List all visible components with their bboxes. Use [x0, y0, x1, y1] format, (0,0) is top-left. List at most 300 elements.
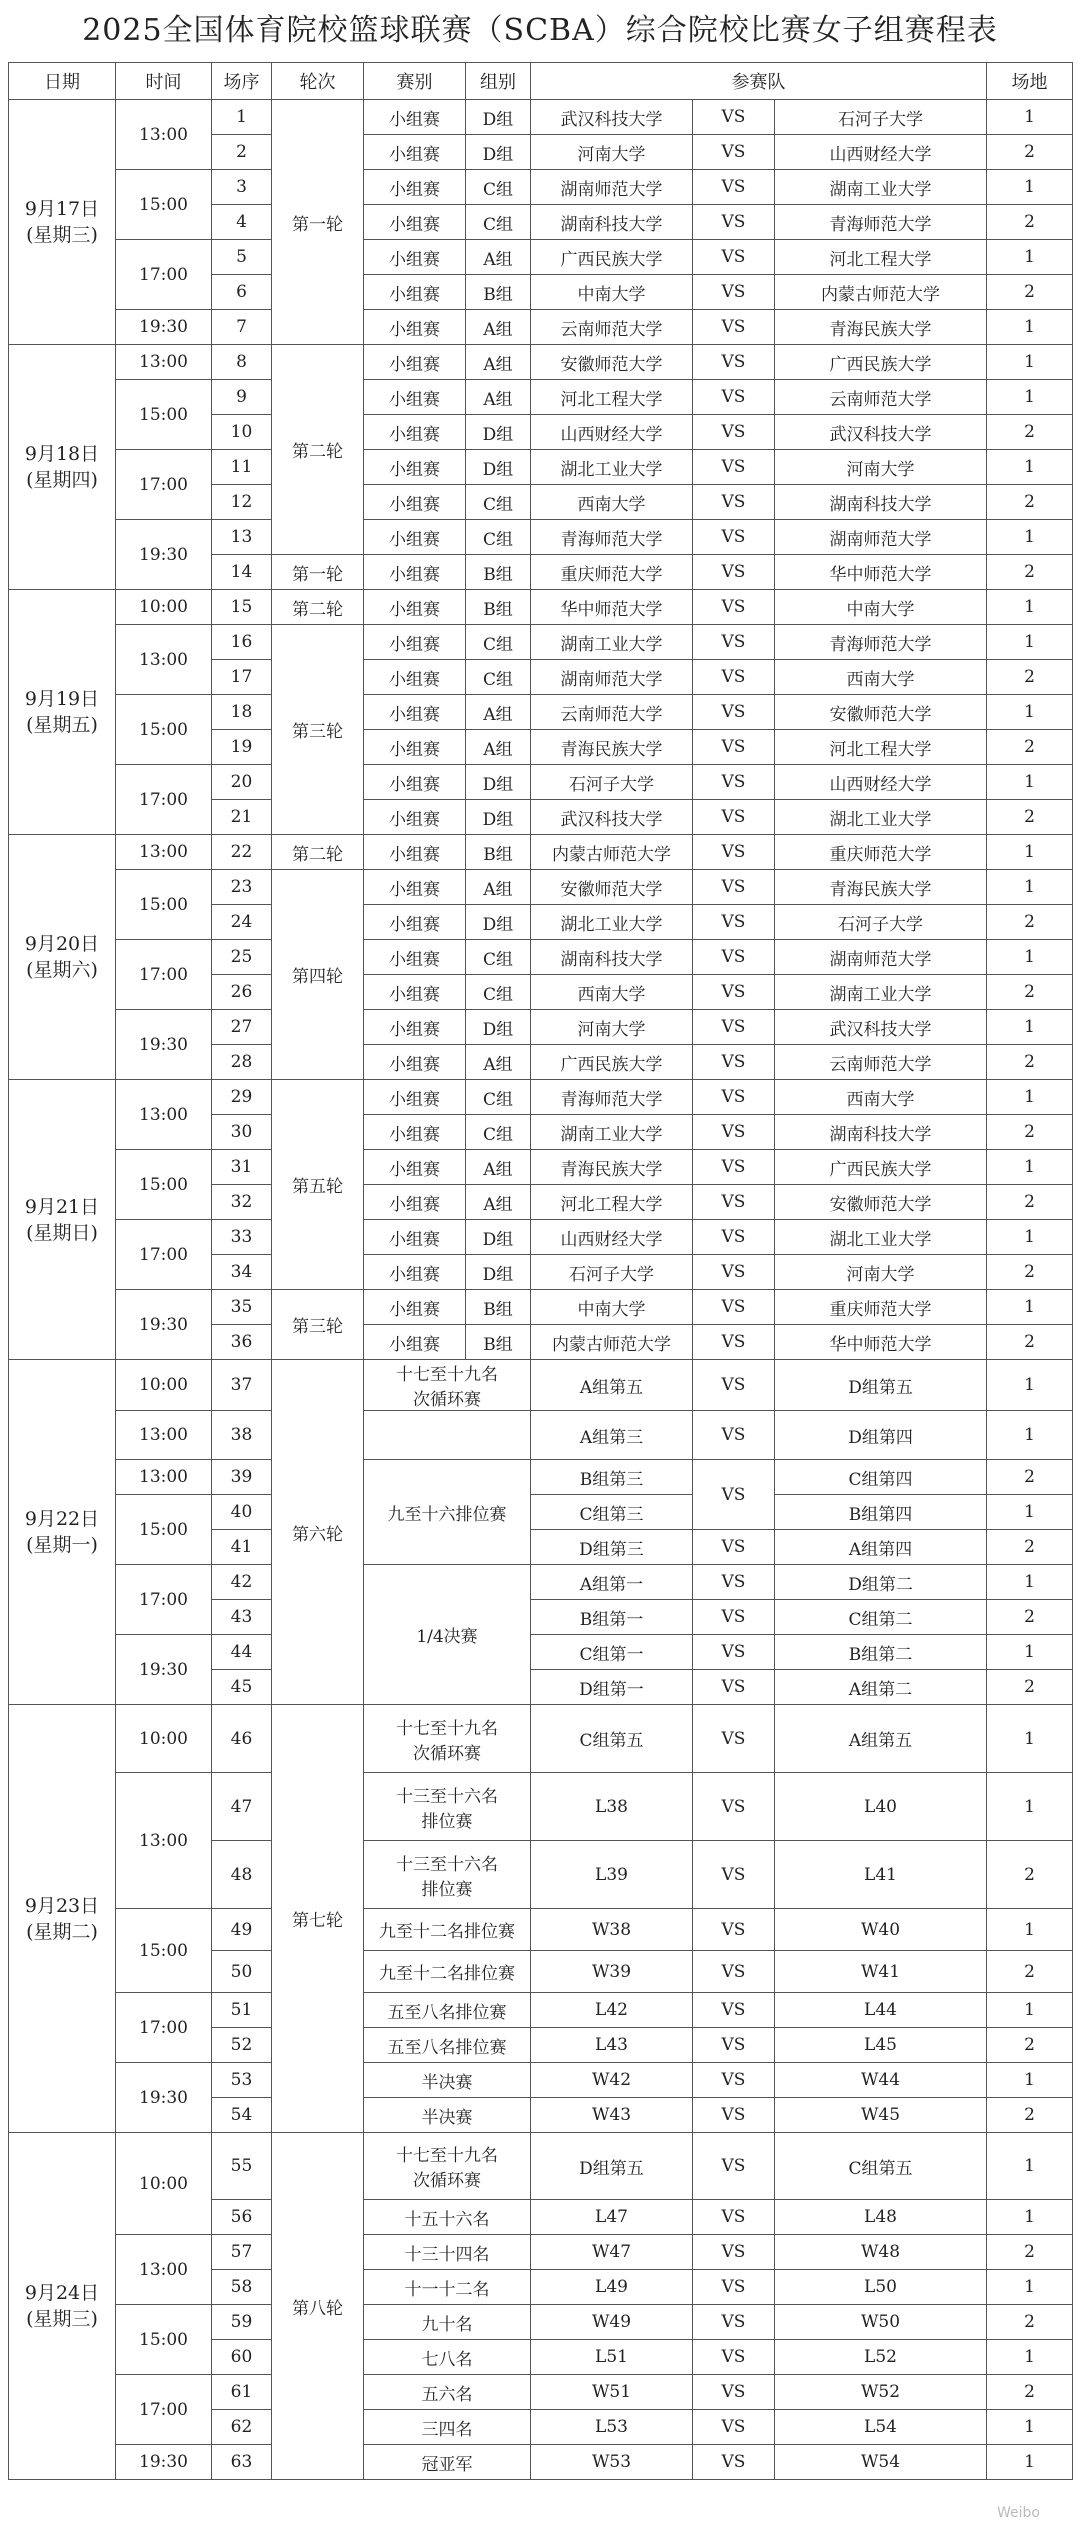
game-no: 36 — [212, 1325, 272, 1360]
match-type — [364, 1773, 531, 1841]
time-cell: 15:00 — [116, 1150, 212, 1220]
game-no: 18 — [212, 695, 272, 730]
header-group: 组别 — [466, 63, 531, 100]
game-no: 2 — [212, 135, 272, 170]
vs-label: VS — [693, 345, 775, 380]
vs-label: VS — [693, 870, 775, 905]
team-b: 华中师范大学 — [775, 1325, 987, 1360]
team-a: D组第三 — [531, 1530, 693, 1565]
venue-cell: 1 — [987, 1150, 1073, 1185]
group-cell: D组 — [466, 135, 531, 170]
game-no: 42 — [212, 1565, 272, 1600]
team-b: 青海师范大学 — [775, 205, 987, 240]
match-type: 小组赛 — [364, 135, 466, 170]
time-cell: 15:00 — [116, 170, 212, 240]
team-b: C组第二 — [775, 1600, 987, 1635]
venue-cell: 1 — [987, 2270, 1073, 2305]
table-row — [9, 2063, 1073, 2098]
match-type: 小组赛 — [364, 555, 466, 590]
team-a: A组第一 — [531, 1565, 693, 1600]
team-b: 广西民族大学 — [775, 345, 987, 380]
game-no: 27 — [212, 1010, 272, 1045]
venue-cell: 1 — [987, 1010, 1073, 1045]
match-type-line1: 十三至十六名 — [396, 1854, 498, 1875]
group-cell: C组 — [466, 625, 531, 660]
game-no: 39 — [212, 1460, 272, 1495]
venue-cell: 1 — [987, 310, 1073, 345]
team-b: 广西民族大学 — [775, 1150, 987, 1185]
team-b: 青海民族大学 — [775, 310, 987, 345]
venue-cell: 1 — [987, 625, 1073, 660]
table-row — [9, 2305, 1073, 2340]
vs-label: VS — [693, 485, 775, 520]
match-type — [364, 1841, 531, 1909]
venue-cell: 1 — [987, 1360, 1073, 1411]
time-cell: 13:00 — [116, 835, 212, 870]
team-a: L51 — [531, 2340, 693, 2375]
date-text: 9月17日 — [24, 198, 100, 220]
team-b: 武汉科技大学 — [775, 1010, 987, 1045]
date-text: 9月21日 — [24, 1195, 100, 1218]
team-b: 青海民族大学 — [775, 870, 987, 905]
team-a: 安徽师范大学 — [531, 870, 693, 905]
game-no: 61 — [212, 2375, 272, 2410]
game-no: 37 — [212, 1360, 272, 1411]
vs-label: VS — [693, 2410, 775, 2445]
team-a: 青海师范大学 — [531, 520, 693, 555]
group-cell: B组 — [466, 555, 531, 590]
time-cell: 19:30 — [116, 520, 212, 590]
table-row — [9, 625, 1073, 660]
group-cell: C组 — [466, 485, 531, 520]
vs-label: VS — [693, 415, 775, 450]
vs-label: VS — [693, 660, 775, 695]
game-no: 55 — [212, 2133, 272, 2200]
table-row — [9, 940, 1073, 975]
team-a: 安徽师范大学 — [531, 345, 693, 380]
game-no: 5 — [212, 240, 272, 275]
header-no: 场序 — [212, 63, 272, 100]
match-type-line1: 冠亚军 — [421, 2454, 473, 2475]
venue-cell: 2 — [987, 1460, 1073, 1495]
match-type-line1: 七八名 — [421, 2349, 473, 2370]
game-no: 38 — [212, 1411, 272, 1460]
match-type: 小组赛 — [364, 1255, 466, 1290]
time-cell: 15:00 — [116, 1495, 212, 1565]
game-no: 33 — [212, 1220, 272, 1255]
vs-label: VS — [693, 450, 775, 485]
team-b: L45 — [775, 2028, 987, 2063]
group-cell: A组 — [466, 1185, 531, 1220]
match-type: 小组赛 — [364, 590, 466, 625]
match-type: 小组赛 — [364, 1010, 466, 1045]
venue-cell: 2 — [987, 205, 1073, 240]
table-row — [9, 1635, 1073, 1670]
team-a: 湖北工业大学 — [531, 450, 693, 485]
vs-label: VS — [693, 100, 775, 135]
game-no: 19 — [212, 730, 272, 765]
game-no: 60 — [212, 2340, 272, 2375]
table-row — [9, 1010, 1073, 1045]
game-no: 51 — [212, 1993, 272, 2028]
time-cell: 17:00 — [116, 2375, 212, 2445]
group-cell: D组 — [466, 1010, 531, 1045]
team-b: W54 — [775, 2445, 987, 2480]
vs-label: VS — [693, 2200, 775, 2235]
vs-label: VS — [693, 2235, 775, 2270]
round-cell: 第三轮 — [272, 625, 364, 835]
match-type: 1/4决赛 — [364, 1565, 531, 1705]
vs-label: VS — [693, 2028, 775, 2063]
game-no: 17 — [212, 660, 272, 695]
header-date: 日期 — [9, 63, 116, 100]
team-b: A组第四 — [775, 1530, 987, 1565]
vs-label: VS — [693, 2340, 775, 2375]
table-row — [9, 1411, 1073, 1460]
vs-label: VS — [693, 1951, 775, 1993]
game-no: 3 — [212, 170, 272, 205]
time-cell: 17:00 — [116, 1220, 212, 1290]
team-b: B组第二 — [775, 1635, 987, 1670]
vs-label: VS — [693, 1325, 775, 1360]
game-no: 31 — [212, 1150, 272, 1185]
table-row — [9, 1565, 1073, 1600]
venue-cell: 1 — [987, 2445, 1073, 2480]
group-cell: D组 — [466, 1255, 531, 1290]
vs-label: VS — [693, 1360, 775, 1411]
game-no: 43 — [212, 1600, 272, 1635]
venue-cell: 2 — [987, 1530, 1073, 1565]
group-cell: C组 — [466, 170, 531, 205]
team-b: 石河子大学 — [775, 100, 987, 135]
match-type-line1: 五六名 — [421, 2384, 473, 2405]
group-cell: D组 — [466, 765, 531, 800]
header-type: 赛别 — [364, 63, 466, 100]
venue-cell: 1 — [987, 1993, 1073, 2028]
team-b: W45 — [775, 2098, 987, 2133]
header-venue: 场地 — [987, 63, 1073, 100]
team-a: 内蒙古师范大学 — [531, 1325, 693, 1360]
vs-label: VS — [693, 625, 775, 660]
game-no: 4 — [212, 205, 272, 240]
match-type: 小组赛 — [364, 520, 466, 555]
time-cell: 19:30 — [116, 1290, 212, 1360]
match-type-line1: 五至八名排位赛 — [387, 2037, 507, 2058]
table-row — [9, 240, 1073, 275]
date-cell — [9, 1080, 116, 1360]
venue-cell: 2 — [987, 1600, 1073, 1635]
match-type-line1: 九至十二名排位赛 — [379, 1922, 515, 1942]
table-row — [9, 100, 1073, 135]
table-row — [9, 520, 1073, 555]
game-no: 30 — [212, 1115, 272, 1150]
venue-cell: 1 — [987, 1080, 1073, 1115]
time-cell: 15:00 — [116, 1909, 212, 1993]
time-cell: 13:00 — [116, 1080, 212, 1150]
match-type: 小组赛 — [364, 660, 466, 695]
page-title: 2025全国体育院校篮球联赛（SCBA）综合院校比赛女子组赛程表 — [82, 13, 998, 48]
venue-cell: 2 — [987, 2028, 1073, 2063]
game-no: 58 — [212, 2270, 272, 2305]
match-type: 小组赛 — [364, 1115, 466, 1150]
vs-label: VS — [693, 1185, 775, 1220]
round-cell: 第八轮 — [272, 2133, 364, 2480]
match-type: 小组赛 — [364, 940, 466, 975]
team-b: 湖北工业大学 — [775, 800, 987, 835]
vs-label: VS — [693, 1080, 775, 1115]
time-cell: 17:00 — [116, 1565, 212, 1635]
team-a: W53 — [531, 2445, 693, 2480]
team-a: 广西民族大学 — [531, 1045, 693, 1080]
vs-label: VS — [693, 695, 775, 730]
table-row — [9, 310, 1073, 345]
team-b: L48 — [775, 2200, 987, 2235]
vs-label: VS — [693, 1530, 775, 1565]
vs-label: VS — [693, 975, 775, 1010]
team-b: 山西财经大学 — [775, 135, 987, 170]
group-cell: B组 — [466, 275, 531, 310]
group-cell: A组 — [466, 695, 531, 730]
table-row — [9, 695, 1073, 730]
round-cell: 第一轮 — [272, 100, 364, 345]
vs-label: VS — [693, 730, 775, 765]
team-a: D组第五 — [531, 2133, 693, 2200]
venue-cell: 2 — [987, 555, 1073, 590]
game-no: 22 — [212, 835, 272, 870]
group-cell: D组 — [466, 415, 531, 450]
venue-cell: 2 — [987, 975, 1073, 1010]
weekday-text: (星期六) — [26, 959, 98, 981]
venue-cell: 2 — [987, 660, 1073, 695]
team-a: 山西财经大学 — [531, 415, 693, 450]
date-text: 9月19日 — [24, 688, 100, 710]
team-a: 武汉科技大学 — [531, 800, 693, 835]
venue-cell: 2 — [987, 275, 1073, 310]
time-cell: 13:00 — [116, 1460, 212, 1495]
team-a: L38 — [531, 1773, 693, 1841]
game-no: 56 — [212, 2200, 272, 2235]
date-cell — [9, 100, 116, 345]
team-a: C组第五 — [531, 1705, 693, 1773]
round-cell: 第二轮 — [272, 590, 364, 625]
game-no: 16 — [212, 625, 272, 660]
group-cell: C组 — [466, 205, 531, 240]
weekday-text: (星期三) — [26, 2308, 98, 2330]
group-cell: B组 — [466, 835, 531, 870]
venue-cell: 1 — [987, 1290, 1073, 1325]
vs-label: VS — [693, 800, 775, 835]
group-cell: A组 — [466, 870, 531, 905]
match-type: 小组赛 — [364, 1325, 466, 1360]
game-no: 57 — [212, 2235, 272, 2270]
game-no: 15 — [212, 590, 272, 625]
team-a: D组第一 — [531, 1670, 693, 1705]
time-cell: 13:00 — [116, 1411, 212, 1460]
match-type: 小组赛 — [364, 240, 466, 275]
match-type: 小组赛 — [364, 1290, 466, 1325]
venue-cell: 1 — [987, 1909, 1073, 1951]
team-b: 湖北工业大学 — [775, 1220, 987, 1255]
match-type: 小组赛 — [364, 905, 466, 940]
match-type: 小组赛 — [364, 310, 466, 345]
vs-label: VS — [693, 1565, 775, 1600]
vs-label: VS — [693, 590, 775, 625]
team-a: L42 — [531, 1993, 693, 2028]
vs-label: VS — [693, 1290, 775, 1325]
date-text: 9月18日 — [24, 443, 100, 465]
team-b: L54 — [775, 2410, 987, 2445]
round-cell: 第四轮 — [272, 870, 364, 1080]
match-type: 小组赛 — [364, 800, 466, 835]
schedule-table — [8, 62, 1073, 2480]
vs-label: VS — [693, 2063, 775, 2098]
vs-label: VS — [693, 1600, 775, 1635]
venue-cell: 1 — [987, 170, 1073, 205]
team-a: 湖南工业大学 — [531, 625, 693, 660]
group-cell: C组 — [466, 1115, 531, 1150]
vs-label: VS — [693, 2098, 775, 2133]
team-b: 湖南师范大学 — [775, 940, 987, 975]
venue-cell: 2 — [987, 905, 1073, 940]
match-type — [364, 1909, 531, 1951]
team-b: L41 — [775, 1841, 987, 1909]
vs-label: VS — [693, 835, 775, 870]
match-type: 小组赛 — [364, 835, 466, 870]
venue-cell: 1 — [987, 240, 1073, 275]
time-cell: 17:00 — [116, 450, 212, 520]
date-cell — [9, 1705, 116, 2133]
table-row — [9, 1080, 1073, 1115]
team-a: 湖南师范大学 — [531, 170, 693, 205]
team-a: A组第三 — [531, 1411, 693, 1460]
game-no: 8 — [212, 345, 272, 380]
team-b: A组第二 — [775, 1670, 987, 1705]
group-cell: D组 — [466, 100, 531, 135]
game-no: 62 — [212, 2410, 272, 2445]
team-a: 河北工程大学 — [531, 380, 693, 415]
team-a: 武汉科技大学 — [531, 100, 693, 135]
match-type-line1: 十三至十六名 — [396, 1786, 498, 1807]
venue-cell: 1 — [987, 590, 1073, 625]
vs-label: VS — [693, 2375, 775, 2410]
team-a: 西南大学 — [531, 485, 693, 520]
match-type-line1: 十五十六名 — [404, 2209, 490, 2230]
table-row — [9, 2375, 1073, 2410]
game-no: 59 — [212, 2305, 272, 2340]
team-a: 内蒙古师范大学 — [531, 835, 693, 870]
team-b: 青海师范大学 — [775, 625, 987, 660]
match-type — [364, 2445, 531, 2480]
time-cell: 19:30 — [116, 2445, 212, 2480]
game-no: 26 — [212, 975, 272, 1010]
venue-cell: 1 — [987, 520, 1073, 555]
game-no: 54 — [212, 2098, 272, 2133]
group-cell: D组 — [466, 905, 531, 940]
venue-cell: 2 — [987, 1045, 1073, 1080]
vs-label: VS — [693, 1670, 775, 1705]
venue-cell: 2 — [987, 800, 1073, 835]
team-a: L43 — [531, 2028, 693, 2063]
weekday-text: (星期日) — [26, 1221, 98, 1244]
team-a: 湖南科技大学 — [531, 940, 693, 975]
date-cell — [9, 2133, 116, 2480]
time-cell: 15:00 — [116, 870, 212, 940]
team-a: W38 — [531, 1909, 693, 1951]
team-b: 安徽师范大学 — [775, 1185, 987, 1220]
vs-label: VS — [693, 275, 775, 310]
vs-label: VS — [693, 2133, 775, 2200]
team-b: 中南大学 — [775, 590, 987, 625]
match-type-line1: 三四名 — [421, 2419, 473, 2440]
table-row — [9, 1150, 1073, 1185]
group-cell: B组 — [466, 590, 531, 625]
group-cell: A组 — [466, 730, 531, 765]
game-no: 32 — [212, 1185, 272, 1220]
venue-cell: 2 — [987, 1185, 1073, 1220]
table-row — [9, 590, 1073, 625]
game-no: 47 — [212, 1773, 272, 1841]
date-cell — [9, 1360, 116, 1705]
match-type: 小组赛 — [364, 1185, 466, 1220]
weekday-text: (星期三) — [26, 224, 98, 246]
match-type-line1: 十七至十九名 — [396, 1718, 498, 1739]
date-cell — [9, 345, 116, 590]
vs-label: VS — [693, 555, 775, 590]
group-cell: B组 — [466, 1325, 531, 1360]
group-cell: D组 — [466, 1220, 531, 1255]
match-type: 小组赛 — [364, 1080, 466, 1115]
vs-label: VS — [693, 1220, 775, 1255]
team-a: 湖南工业大学 — [531, 1115, 693, 1150]
match-type-line1: 五至八名排位赛 — [387, 2002, 507, 2023]
match-type: 小组赛 — [364, 100, 466, 135]
game-no: 34 — [212, 1255, 272, 1290]
time-cell: 17:00 — [116, 940, 212, 1010]
vs-label: VS — [693, 1010, 775, 1045]
team-b: C组第五 — [775, 2133, 987, 2200]
match-type — [364, 2340, 531, 2375]
vs-label: VS — [693, 1841, 775, 1909]
table-row — [9, 380, 1073, 415]
team-b: 云南师范大学 — [775, 1045, 987, 1080]
team-b: 重庆师范大学 — [775, 1290, 987, 1325]
game-no: 14 — [212, 555, 272, 590]
table-row — [9, 170, 1073, 205]
venue-cell: 2 — [987, 1841, 1073, 1909]
venue-cell: 1 — [987, 835, 1073, 870]
date-cell — [9, 590, 116, 835]
venue-cell: 1 — [987, 1565, 1073, 1600]
team-b: L40 — [775, 1773, 987, 1841]
venue-cell: 2 — [987, 2375, 1073, 2410]
team-a: 湖南师范大学 — [531, 660, 693, 695]
group-cell: C组 — [466, 520, 531, 555]
group-cell: A组 — [466, 1045, 531, 1080]
team-a: L47 — [531, 2200, 693, 2235]
venue-cell: 1 — [987, 1635, 1073, 1670]
weekday-text: (星期五) — [26, 714, 98, 736]
date-text: 9月20日 — [24, 933, 100, 955]
venue-cell: 1 — [987, 1411, 1073, 1460]
table-row — [9, 765, 1073, 800]
table-row — [9, 1909, 1073, 1951]
team-b: D组第二 — [775, 1565, 987, 1600]
table-row — [9, 2133, 1073, 2200]
header-round: 轮次 — [272, 63, 364, 100]
match-type: 小组赛 — [364, 345, 466, 380]
team-b: L44 — [775, 1993, 987, 2028]
vs-label: VS — [693, 1635, 775, 1670]
